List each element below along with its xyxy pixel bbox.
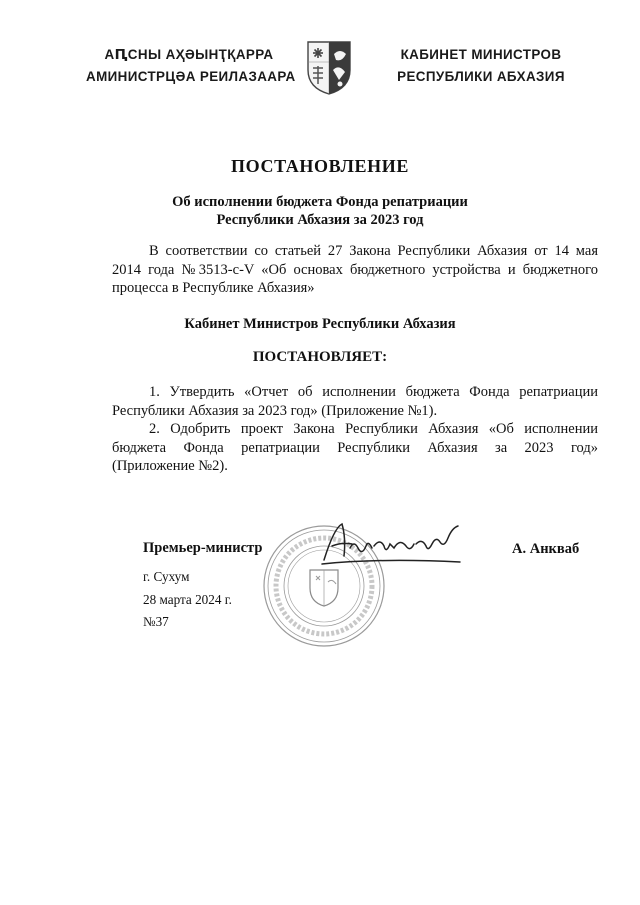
item2-line3: (Приложение №2). xyxy=(112,458,228,474)
item2-line2: бюджета Фонда репатриации Республики Абхазия за 2023 год» xyxy=(112,439,598,456)
preamble-line2: 2014 года №3513-с-V «Об основах бюджетного устройства и бюджетного xyxy=(112,261,598,278)
date-label: 28 марта 2024 г. xyxy=(143,592,232,607)
issuing-body: Кабинет Министров Республики Абхазия xyxy=(184,316,456,332)
item2-line1: 2. Одобрить проект Закона Республики Абхазия «Об исполнении xyxy=(149,421,598,437)
handwritten-signature-icon xyxy=(320,518,470,568)
subtitle-line2: Республики Абхазия за 2023 год xyxy=(216,212,424,228)
document-title: ПОСТАНОВЛЕНИЕ xyxy=(231,156,409,176)
city-label: г. Сухум xyxy=(143,569,190,584)
header-left-line1: АԤСНЫ АҲӘЫНҬҚАРРА xyxy=(104,47,274,62)
decree-item-1 xyxy=(112,383,598,420)
decree-item-2 xyxy=(112,420,598,476)
preamble-line3: процесса в Республике Абхазия» xyxy=(112,280,315,296)
document-number: №37 xyxy=(143,614,169,629)
header-right-block xyxy=(376,44,586,88)
header-right-line1: КАБИНЕТ МИНИСТРОВ xyxy=(400,47,562,62)
subtitle-line1: Об исполнении бюджета Фонда репатриации xyxy=(172,194,468,210)
item1-line2: Республики Абхазия за 2023 год» (Приложение №1). xyxy=(112,402,438,419)
header-left-line2: АМИНИСТРЦӘА РЕИЛАЗААРА xyxy=(86,69,296,84)
document-subtitle xyxy=(0,193,640,229)
decree-heading: ПОСТАНОВЛЯЕТ: xyxy=(252,349,388,365)
header-right-line2: РЕСПУБЛИКИ АБХАЗИЯ xyxy=(397,69,565,84)
signatory-position: Премьер-министр xyxy=(143,540,263,556)
preamble-paragraph xyxy=(112,242,598,298)
preamble-line1: В соответствии со статьей 27 Закона Республики Абхазия от 14 мая xyxy=(149,243,598,259)
signatory-name: А. Анкваб xyxy=(512,541,580,557)
header-left-block xyxy=(86,44,296,88)
item1-line1: 1. Утвердить «Отчет об исполнении бюджета Фонда репатриации xyxy=(149,384,598,400)
coat-of-arms-icon xyxy=(306,40,352,96)
